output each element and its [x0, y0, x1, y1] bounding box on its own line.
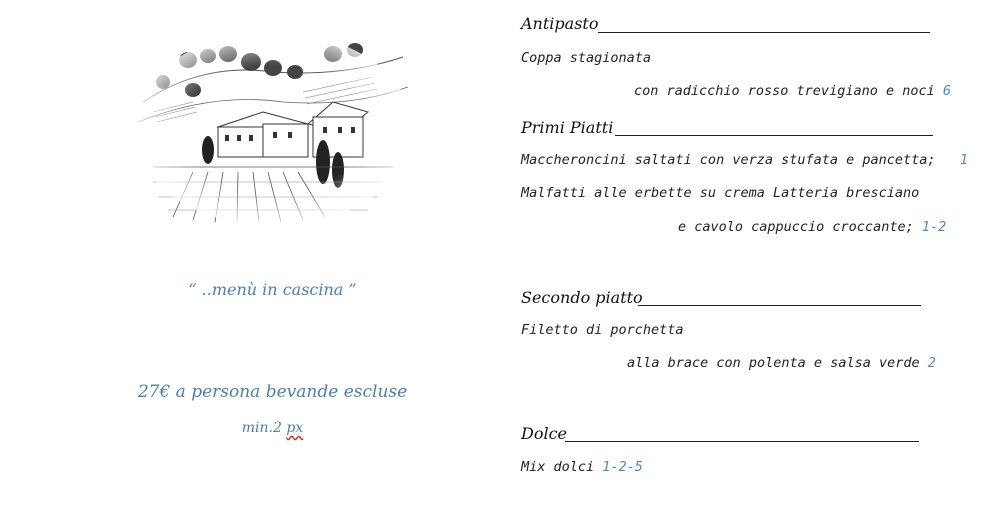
heading-antipasto: Antipasto [521, 14, 599, 33]
antipasto-item-1: Coppa stagionata [521, 50, 652, 66]
heading-primi: Primi Piatti [521, 118, 614, 137]
primi-item-1 [521, 152, 968, 168]
minimum-persons [0, 420, 545, 436]
dolce-item-1 [521, 459, 643, 475]
min-px: px [286, 420, 304, 436]
dolce-item-1-allergens: 1-2-5 [602, 459, 643, 475]
price-text: 27€ a persona bevande escluse [137, 382, 408, 402]
tagline: “ ..menù in cascina ” [188, 280, 357, 299]
dolce-item-1-desc: Mix dolci [521, 459, 595, 475]
secondo-item-1-sub [627, 355, 936, 371]
primi-item-2-desc: e cavolo cappuccio croccante; [678, 219, 914, 235]
rule-antipasto [598, 32, 930, 33]
primi-item-2-sub [678, 219, 946, 235]
heading-secondo: Secondo piatto [521, 288, 643, 307]
secondo-item-1-desc: alla brace con polenta e salsa verde [627, 355, 920, 371]
rule-secondo [638, 305, 921, 306]
rule-primi [615, 135, 933, 136]
heading-dolce: Dolce [521, 424, 568, 443]
antipasto-item-1-desc: con radicchio rosso trevigiano e noci [634, 83, 935, 99]
antipasto-item-1-sub [634, 83, 951, 99]
primi-item-1-desc: Maccheroncini saltati con verza stufata e pancetta; [521, 152, 936, 168]
farmhouse-sketch-image [133, 32, 413, 227]
antipasto-item-1-allergens: 6 [942, 83, 952, 99]
secondo-item-1-allergens: 2 [927, 355, 936, 371]
rule-dolce [565, 441, 919, 442]
primi-item-1-allergens: 1 [959, 152, 969, 168]
primi-item-2: Malfatti alle erbette su crema Latteria bresciano [521, 185, 920, 201]
min-prefix: min.2 [241, 420, 282, 436]
secondo-item-1: Filetto di porchetta [521, 322, 684, 338]
primi-item-2-allergens: 1-2 [921, 219, 947, 235]
